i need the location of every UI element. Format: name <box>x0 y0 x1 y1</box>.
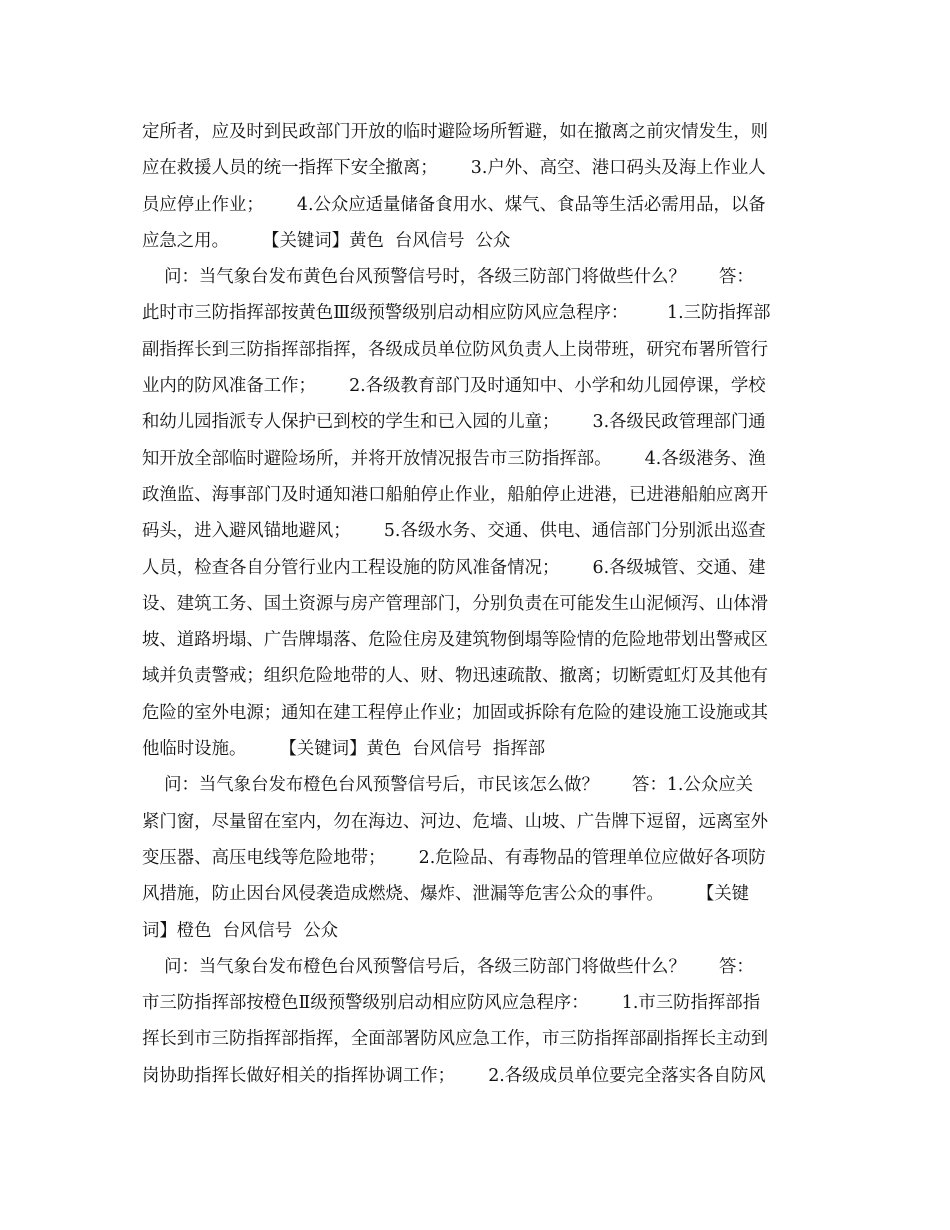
text-line: 问：当气象台发布橙色台风预警信号后，市民该怎么做？ 答：1.公众应关 <box>142 775 753 796</box>
text-line: 词】橙色 台风信号 公众 <box>142 920 339 941</box>
text-line: 政渔监、海事部门及时通知港口船舶停止作业，船舶停止进港，已进港船舶应离开 <box>142 484 769 505</box>
body-text <box>142 114 812 1094</box>
text-line: 岗协助指挥长做好相关的指挥协调工作； 2.各级成员单位要完全落实各自防风 <box>142 1065 766 1086</box>
text-line: 问：当气象台发布橙色台风预警信号后，各级三防部门将做些什么？ 答： <box>142 956 754 977</box>
text-line: 坡、道路坍塌、广告牌塌落、危险住房及建筑物倒塌等险情的危险地带划出警戒区 <box>142 630 769 651</box>
text-line: 副指挥长到三防指挥部指挥，各级成员单位防风负责人上岗带班，研究布署所管行 <box>142 339 769 360</box>
text-line: 紧门窗，尽量留在室内，勿在海边、河边、危墙、山坡、广告牌下逗留，远离室外 <box>142 811 769 832</box>
text-line: 风措施，防止因台风侵袭造成燃烧、爆炸、泄漏等危害公众的事件。 【关键 <box>142 884 750 905</box>
text-line: 人员，检查各自分管行业内工程设施的防风准备情况； 6.各级城管、交通、建 <box>142 557 766 578</box>
text-line: 市三防指挥部按橙色Ⅱ级预警级别启动相应防风应急程序： 1.市三防指挥部指 <box>142 993 761 1014</box>
text-line: 知开放全部临时避险场所，并将开放情况报告市三防指挥部。 4.各级港务、渔 <box>142 448 766 469</box>
text-line: 码头，进入避风锚地避风； 5.各级水务、交通、供电、通信部门分别派出巡查 <box>142 521 766 542</box>
text-line: 定所者，应及时到民政部门开放的临时避险场所暂避，如在撤离之前灾情发生，则 <box>142 122 769 142</box>
text-line: 挥长到市三防指挥部指挥，全面部署防风应急工作，市三防指挥部副指挥长主动到 <box>142 1029 769 1050</box>
text-line: 危险的室外电源；通知在建工程停止作业；加固或拆除有危险的建设施工设施或其 <box>142 702 769 723</box>
text-line: 设、建筑工务、国土资源与房产管理部门，分别负责在可能发生山泥倾泻、山体滑 <box>142 593 769 614</box>
text-line: 和幼儿园指派专人保护已到校的学生和已入园的儿童； 3.各级民政管理部门通 <box>142 412 766 433</box>
text-line: 应急之用。 【关键词】黄色 台风信号 公众 <box>142 230 511 251</box>
text-line: 应在救援人员的统一指挥下安全撤离； 3.户外、高空、港口码头及海上作业人 <box>142 158 766 179</box>
text-line: 业内的防风准备工作； 2.各级教育部门及时通知中、小学和幼儿园停课，学校 <box>142 376 766 397</box>
text-line: 此时市三防指挥部按黄色Ⅲ级预警级别启动相应防风应急程序： 1.三防指挥部 <box>142 303 771 324</box>
text-line: 他临时设施。 【关键词】黄色 台风信号 指挥部 <box>142 739 546 760</box>
text-line: 员应停止作业； 4.公众应适量储备食用水、煤气、食品等生活必需用品，以备 <box>142 194 766 215</box>
text-line: 变压器、高压电线等危险地带； 2.危险品、有毒物品的管理单位应做好各项防 <box>142 847 766 868</box>
text-line: 域并负责警戒；组织危险地带的人、财、物迅速疏散、撤离；切断霓虹灯及其他有 <box>142 666 769 687</box>
text-line: 问：当气象台发布黄色台风预警信号时，各级三防部门将做些什么？ 答： <box>142 267 754 288</box>
